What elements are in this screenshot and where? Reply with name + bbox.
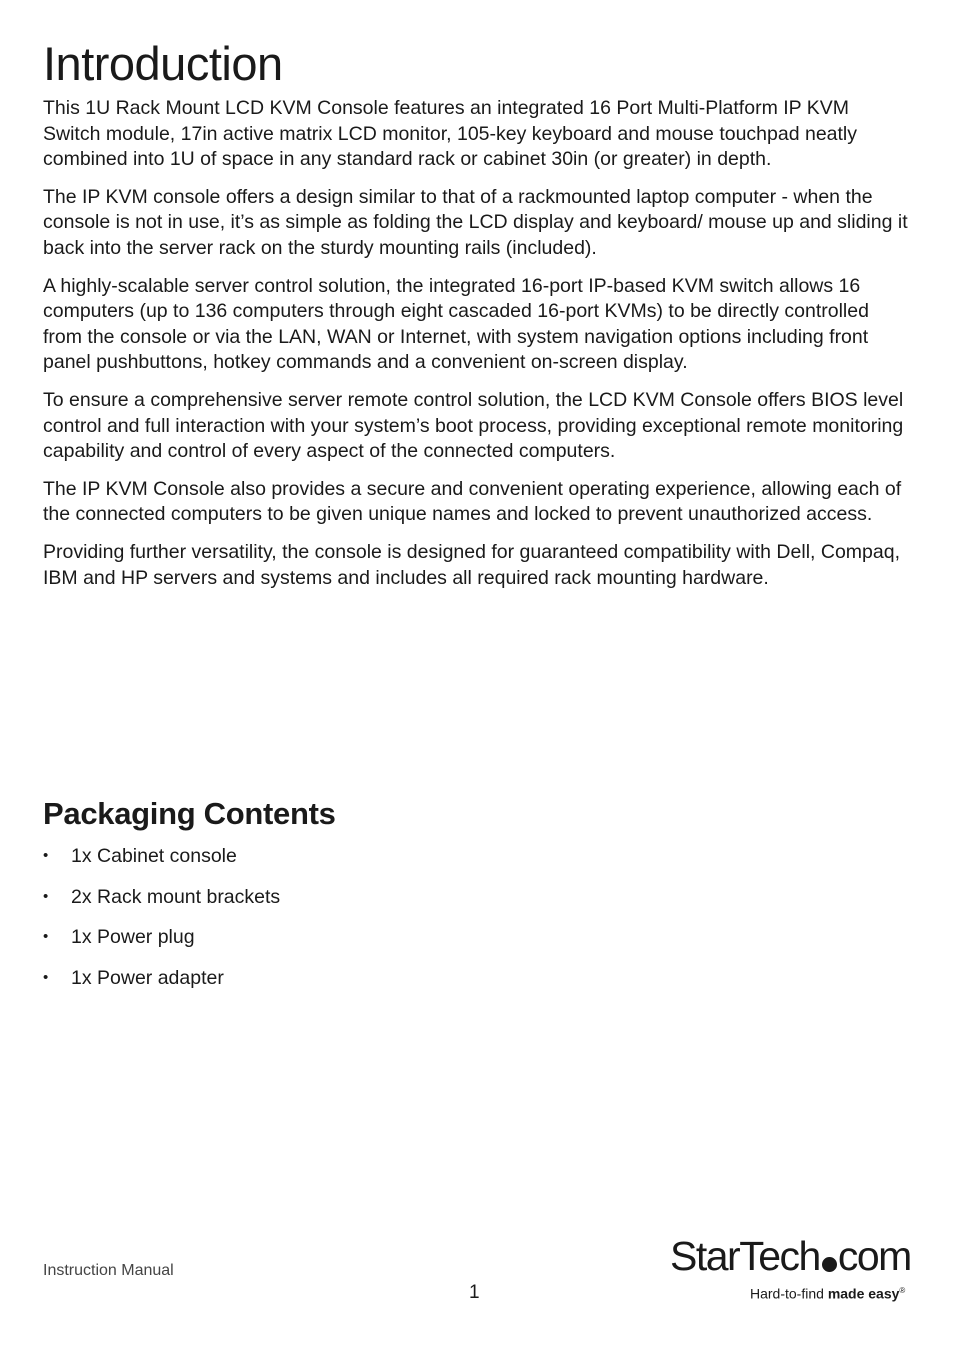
logo-dot-icon xyxy=(822,1257,837,1272)
intro-paragraph: Providing further versatility, the console is designed for guaranteed compatibility with Dell, Compaq, IBM and HP servers and systems and includes all required rack mounting hardware. xyxy=(43,540,900,589)
intro-paragraph: The IP KVM Console also provides a secure and convenient operating experience, allowing each of the connected computers to be given unique names and locked to prevent unauthorized access. xyxy=(43,477,902,526)
intro-paragraph: To ensure a comprehensive server remote control solution, the LCD KVM Console offers BIOS level control and full interaction with your system’s boot process, providing exceptional remote monitoring capability and control of every aspect of the connected computers. xyxy=(43,388,904,463)
trademark-icon: ® xyxy=(899,1286,906,1295)
bullet-icon: • xyxy=(43,887,49,905)
logo-tagline xyxy=(750,1282,905,1303)
list-item-text: 1x Cabinet console xyxy=(71,845,237,867)
logo-tagline-bold: made easy xyxy=(827,1285,900,1302)
intro-paragraph: This 1U Rack Mount LCD KVM Console features an integrated 16 Port Multi-Platform IP KVM Switch module, 17in active matrix LCD monitor, 105-key keyboard and mouse touchpad neatly combined into 1U of space in any standard rack or cabinet 30in (or greater) in depth. xyxy=(43,97,858,171)
bullet-icon: • xyxy=(43,968,49,986)
list-item-text: 1x Power plug xyxy=(71,926,195,948)
logo-brand: StarTech xyxy=(670,1233,820,1279)
intro-section xyxy=(43,96,911,603)
bullet-icon: • xyxy=(43,928,49,945)
intro-paragraph: The IP KVM console offers a design similar to that of a rackmounted laptop computer - when the console is not in use, it’s as simple as folding the LCD display and keyboard/ mouse up and sliding it back into the server rack on the sturdy mounting rails (included). xyxy=(43,185,908,259)
logo-tagline-regular: Hard-to-find xyxy=(750,1285,828,1302)
startech-logo xyxy=(670,1232,915,1302)
page-title: Introduction xyxy=(43,37,283,90)
list-item-text: 1x Power adapter xyxy=(71,966,224,989)
bullet-icon: • xyxy=(43,847,49,864)
logo-wordmark xyxy=(670,1232,911,1280)
packaging-heading: Packaging Contents xyxy=(43,796,336,831)
footer-document-label: Instruction Manual xyxy=(43,1262,174,1279)
intro-paragraph: A highly-scalable server control solution, the integrated 16-port IP-based KVM switch allows 16 computers (up to 136 computers through eight cascaded 16-port KVMs) to be directly controlled from the console or via the LAN, WAN or Internet, with system navigation options including front panel pushbuttons, hotkey commands and a convenient on-screen display. xyxy=(43,274,869,374)
list-item-text: 2x Rack mount brackets xyxy=(71,885,281,908)
page-number: 1 xyxy=(469,1282,480,1303)
logo-suffix: com xyxy=(837,1233,911,1279)
